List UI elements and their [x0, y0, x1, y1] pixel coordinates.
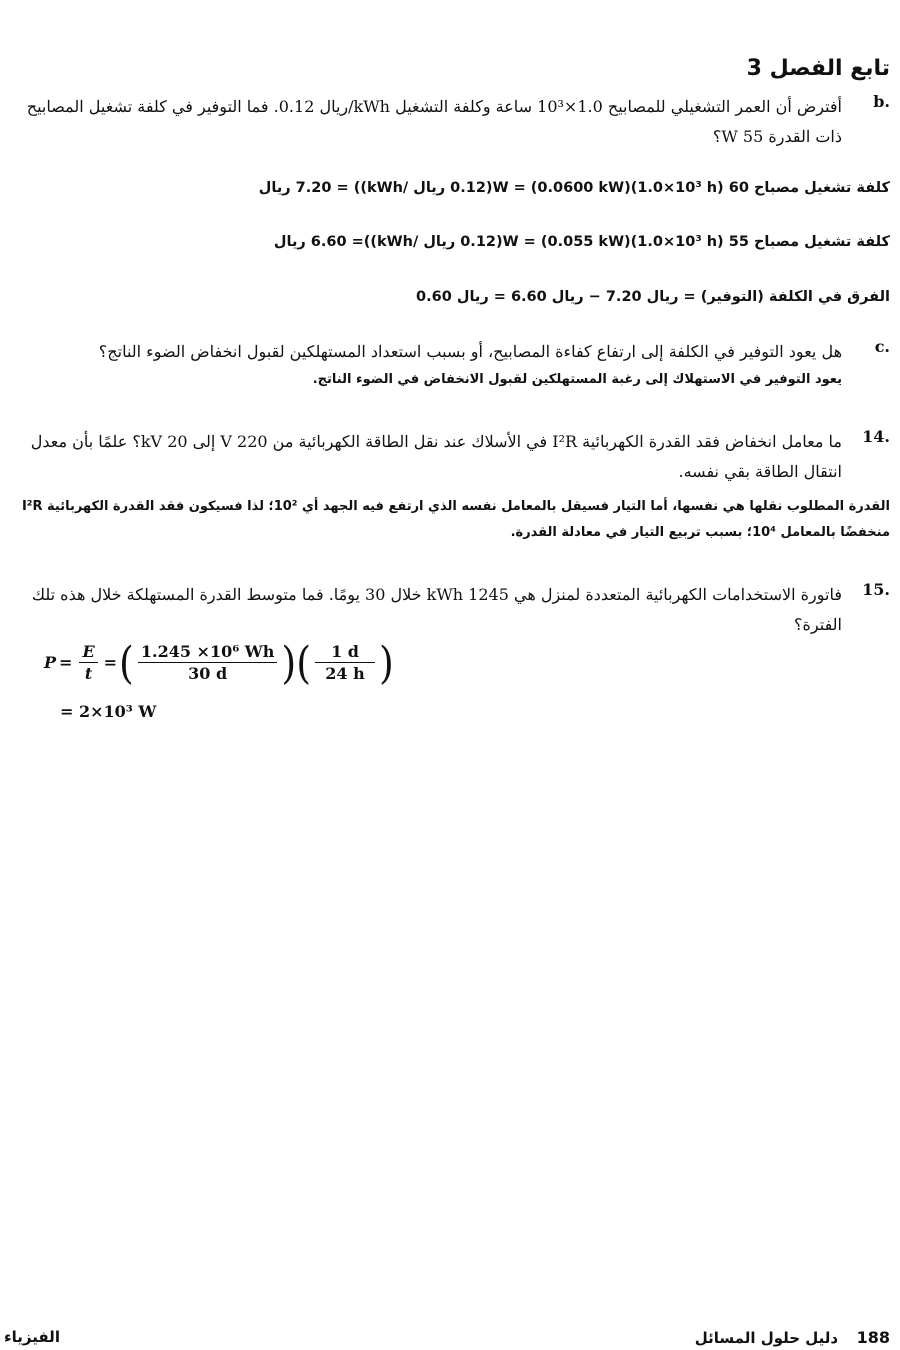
answer-c: يعود التوفير في الاستهلاك إلى رغبة المستهلكين لقبول الانخفاض في الضوء الناتج. [312, 372, 842, 387]
book-title: دليل حلول المسائل [694, 1329, 839, 1347]
question-c [4, 337, 890, 393]
question-c-label: c. [874, 337, 890, 356]
question-14-text: ما معامل انخفاض فقد القدرة الكهربائية I²R في الأسلاك عند نقل الطاقة الكهربائية من 220 V إلى 20 kV؟ علمًا بأن معدل انتقال الطاقة بقي نفسه. [30, 432, 842, 481]
equation-savings: الفرق في الكلفة (التوفير) = ريال 7.20 − ريال 6.60 = ريال 0.60 [416, 289, 890, 305]
question-14 [4, 427, 890, 487]
footer-subject: الفيزياء [4, 1328, 60, 1346]
page-number: 188 [856, 1328, 890, 1347]
open-paren-2: ( [296, 637, 312, 688]
close-paren-2: ) [378, 637, 394, 688]
power-formula [44, 637, 394, 688]
question-15-text: فاتورة الاستخدامات الكهربائية المتعددة لمنزل هي 1245 kWh خلال 30 يومًا. فما متوسط القدرة المستهلكة خلال هذه تلك الفترة؟ [31, 585, 842, 634]
equation-cost-55w: كلفة تشغيل مصباح 55 W = (0.055 kW)(1.0×10³ h)(0.12 ريال /kWh))= 6.60 ريال [273, 234, 890, 250]
page-title: تابع الفصل 3 [746, 56, 890, 81]
fraction-denominator-hours: 24 h [325, 664, 365, 683]
formula-lhs: P [44, 653, 57, 672]
question-c-text: هل يعود التوفير في الكلفة إلى ارتفاع كفاءة المصابيح، أو بسبب استعداد المستهلكين لقبول انخفاض الضوء الناتج؟ [98, 342, 842, 361]
fraction-numerator-energy: E [79, 642, 97, 663]
fraction-numerator-day: 1 d [315, 642, 375, 663]
answer-14-block [4, 494, 890, 546]
fraction-denominator-days: 30 d [188, 664, 228, 683]
power-result: = 2×10³ W [60, 702, 157, 721]
question-b-label: b. [873, 92, 890, 111]
equation-cost-60w: كلفة تشغيل مصباح 60 W = (0.0600 kW)(1.0×10³ h)(0.12 ريال /kWh)) = 7.20 ريال [258, 180, 890, 196]
question-15-label: 15. [862, 580, 890, 599]
energy-over-time-fraction [79, 642, 97, 683]
footer-page-info [695, 1328, 890, 1347]
open-paren-1: ( [119, 637, 134, 688]
fraction-numerator-energy-value: 1.245 ×10⁶ Wh [138, 642, 278, 663]
formula-equals-2: = [103, 653, 118, 672]
answer-14: القدرة المطلوب نقلها هي نفسها، أما التيار فسيقل بالمعامل نفسه الذي ارتفع فيه الجهد أي 10²؛ لذا فسيكون فقد القدرة الكهربائية I²R منخفضًا بالمعامل 10⁴؛ بسبب تربيع التيار في معادلة القدرة. [21, 499, 890, 540]
fraction-denominator-time: t [84, 664, 93, 683]
question-b-text: أفترض أن العمر التشغيلي للمصابيح 1.0×10³ ساعة وكلفة التشغيل kWh/ريال 0.12. فما التوفير في كلفة تشغيل المصابيح ذات القدرة 55 W؟ [26, 97, 842, 146]
energy-per-days-fraction [138, 642, 278, 683]
day-per-hours-fraction [315, 642, 375, 683]
question-15 [4, 580, 890, 640]
formula-equals: = [59, 653, 73, 672]
question-14-label: 14. [862, 427, 890, 446]
close-paren-1: ) [281, 637, 297, 688]
question-b [4, 92, 890, 152]
